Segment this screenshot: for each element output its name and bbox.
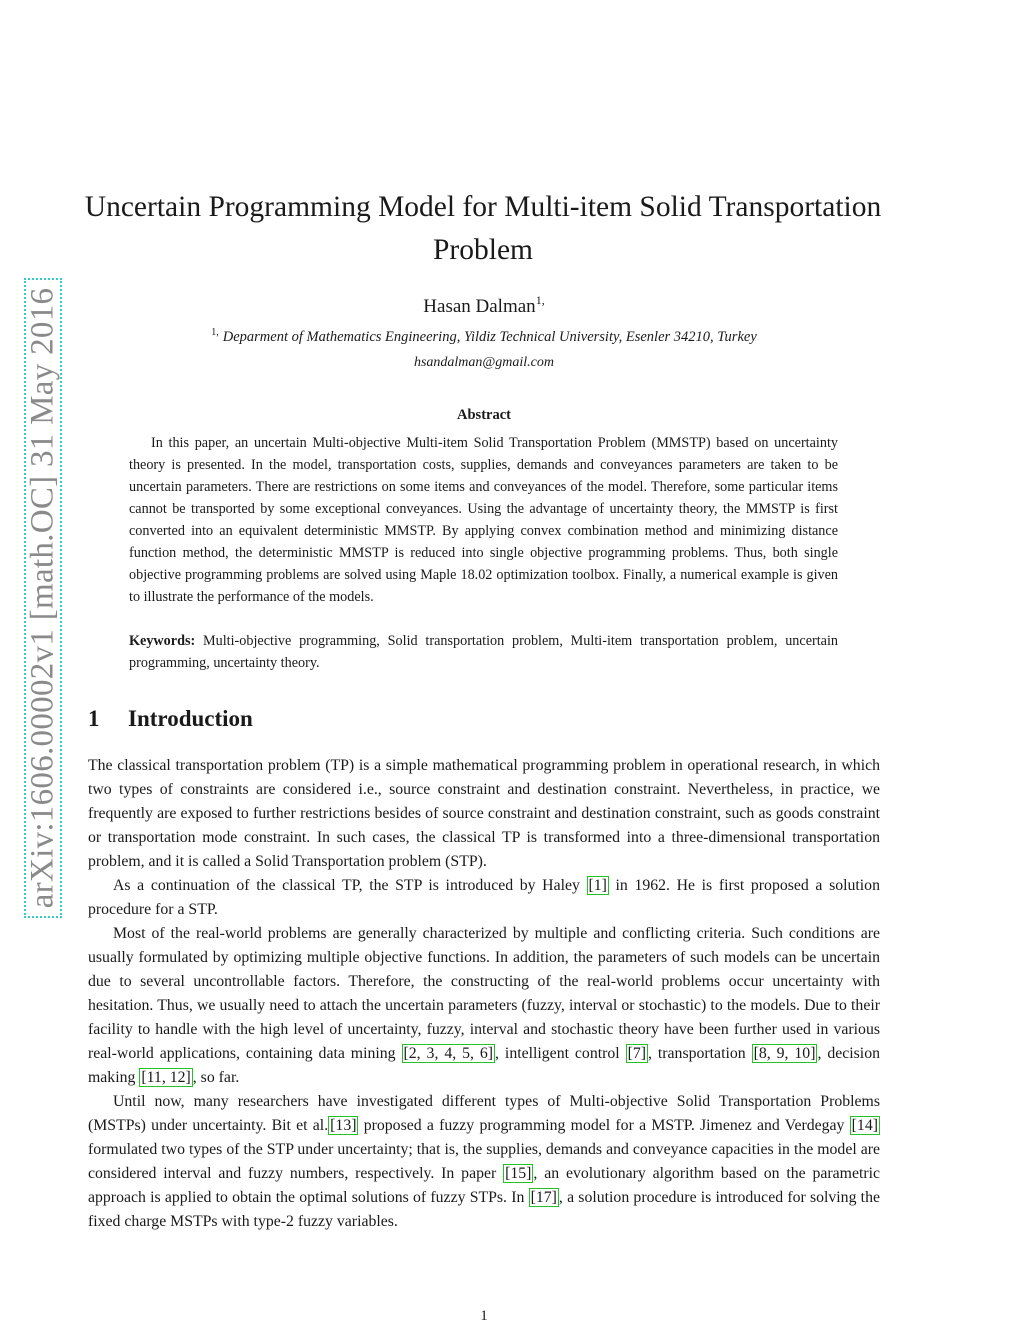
paragraph-text: Most of the real-world problems are generally characterized by multiple and conflicting criteria. Such conditions are usually formulated by optimizing multiple objective functions. In addition, the parameters of such models can be uncertain due to several uncontrollable factors. Therefore, the constructing of the real-world problems occur uncertainty with hesitation. Thus, we usually need to attach the uncertain parameters (fuzzy, interval or stochastic) to the models. Due to their facility to handle with the high level of uncertainty, fuzzy, interval and stochastic theory have been further used in various real-world applications, containing data mining <box>88 925 880 1062</box>
intro-paragraph-1: The classical transportation problem (TP) is a simple mathematical programming problem in operational research, in which two types of constraints are considered i.e., source constraint and destination constraint. Nevertheless, in practice, we frequently are exposed to further restrictions besides of source constraint and destination constraint, such as goods constraint or transportation mode constraint. In such cases, the classical TP is transformed into a three-dimensional transportation problem, and it is called a Solid Transportation problem (STP). <box>88 757 880 870</box>
citation-link[interactable]: [17] <box>530 1189 557 1206</box>
arxiv-identifier-stamp[interactable] <box>24 278 62 918</box>
affiliation-text: Deparment of Mathematics Engineering, Yildiz Technical University, Esenler 34210, Turkey <box>222 329 757 345</box>
paragraph-text: proposed a fuzzy programming model for a MSTP. Jimenez and Verdegay <box>358 1117 850 1134</box>
section-number: 1 <box>88 706 100 731</box>
paragraph-text: , an evolutionary algorithm based on the parametric approach is applied to obtain the optimal solutions of fuzzy STPs. In <box>88 1165 881 1206</box>
affiliation-line <box>0 327 968 346</box>
citation-link[interactable]: [8, 9, 10] <box>753 1045 816 1062</box>
citation-link[interactable]: [14] <box>851 1117 878 1134</box>
abstract-heading: Abstract <box>457 407 511 423</box>
intro-paragraph-2 <box>88 874 880 922</box>
affiliation-marker: 1, <box>211 327 219 338</box>
intro-paragraph-4 <box>88 1090 880 1234</box>
page-number: 1 <box>480 1308 488 1324</box>
intro-paragraph-3 <box>88 922 880 1090</box>
author-name: Hasan Dalman <box>423 296 536 317</box>
paragraph-text: , so far. <box>192 1069 240 1086</box>
abstract-body: In this paper, an uncertain Multi-objective Multi-item Solid Transportation Problem (MMSTP) based on uncertainty theory is presented. In the model, transportation costs, supplies, demands and conveyances parameters are taken to be uncertain parameters. There are restrictions on some items and conveyances of the model. Therefore, some particular items cannot be transported by some exceptional conveyances. Using the advantage of uncertainty theory, the MMSTP is first converted into an equivalent deterministic MMSTP. By applying convex combination method and minimizing distance function method, the deterministic MMSTP is reduced into single objective programming problems. Thus, both single objective programming problems are solved using Maple 18.02 optimization toolbox. Finally, a numerical example is given to illustrate the performance of the models. <box>129 435 838 605</box>
citation-link[interactable]: [7] <box>627 1045 647 1062</box>
section-title: Introduction <box>128 706 253 731</box>
paper-title: Uncertain Programming Model for Multi-item Solid Transportation Problem <box>84 191 882 266</box>
keywords <box>129 630 838 674</box>
author-line <box>0 293 968 318</box>
keywords-text: Multi-objective programming, Solid transportation problem, Multi-item transportation problem, uncertain programming, uncertainty theory. <box>129 633 838 671</box>
author-email: hsandalman@gmail.com <box>413 355 555 370</box>
paragraph-text: , intelligent control <box>495 1045 626 1062</box>
section-heading <box>88 706 253 732</box>
citation-link[interactable]: [1] <box>588 877 607 894</box>
introduction-body <box>88 754 880 1234</box>
paragraph-text: , transportation <box>648 1045 752 1062</box>
citation-link[interactable]: [15] <box>505 1165 532 1182</box>
paragraph-text: Until now, many researchers have investigated different types of Multi-objective Solid Transportation Problems (MSTPs) under uncertainty. Bit et al. <box>88 1093 880 1134</box>
paragraph-text: , a solution procedure is introduced for solving the fixed charge MSTPs with type-2 fuzzy variables. <box>88 1189 880 1230</box>
arxiv-identifier-text: arXiv:1606.00002v1 [math.OC] 31 May 2016 <box>24 287 61 909</box>
paragraph-text: in 1962. He is first proposed a solution procedure for a STP. <box>88 877 880 918</box>
citation-link[interactable]: [13] <box>330 1117 357 1134</box>
keywords-label: Keywords: <box>129 633 196 649</box>
citation-link[interactable]: [2, 3, 4, 5, 6] <box>403 1045 494 1062</box>
paragraph-text: formulated two types of the STP under uncertainty; that is, the supplies, demands and conveyance capacities in the model are considered interval and fuzzy numbers, respectively. In paper <box>88 1141 880 1182</box>
paragraph-text: As a continuation of the classical TP, the STP is introduced by Haley <box>113 877 587 894</box>
citation-link[interactable]: [11, 12] <box>141 1069 191 1086</box>
author-marker: 1, <box>535 293 545 307</box>
paragraph-text: , decision making <box>88 1045 880 1086</box>
